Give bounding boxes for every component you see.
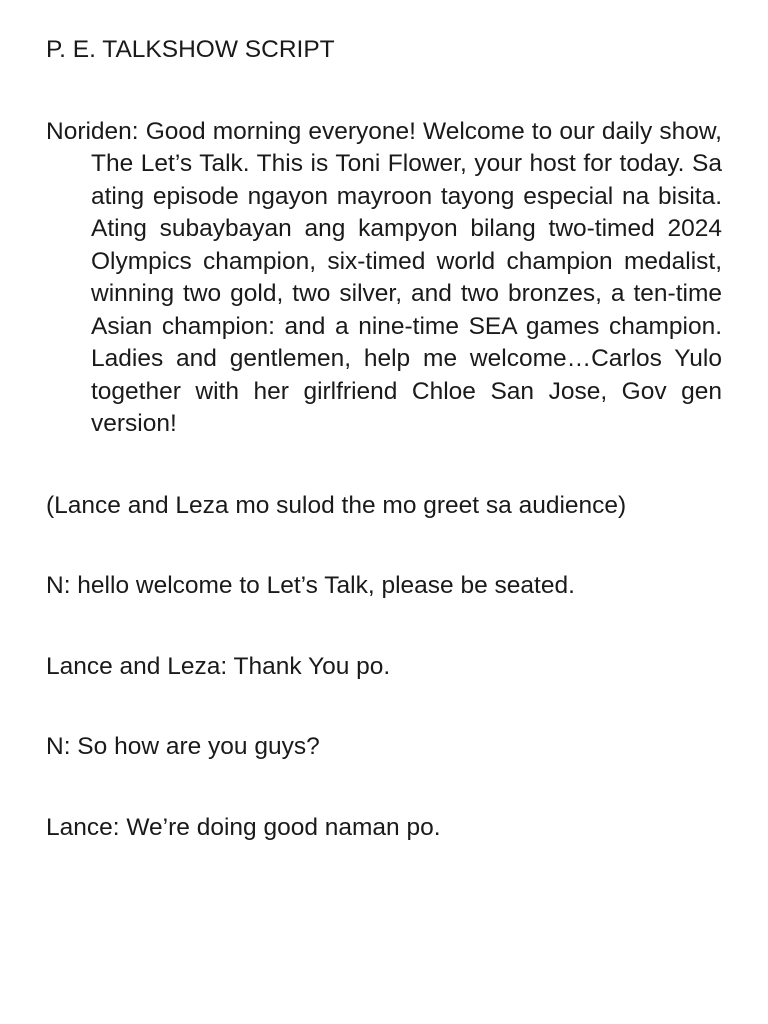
paragraph-host-intro: Noriden: Good morning everyone! Welcome to our daily show, The Let’s Talk. This is Toni Flower, your host for today. Sa ating episode ngayon mayroon tayong especial na bisita. Ating subaybayan ang kampyon bilang two-timed 2024 Olympics champion, six-timed world champion medalist, winning two gold, two silver, and two bronzes, a ten-time Asian champion: and a nine-time SEA games champion. Ladies and gentlemen, help me welcome…Carlos Yulo together with her girlfriend Chloe San Jose, Gov gen version!: [46, 117, 722, 437]
paragraph-welcome: N: hello welcome to Let’s Talk, please be seated.: [46, 572, 575, 599]
paragraph-stage-direction: (Lance and Leza mo sulod the mo greet sa audience): [46, 491, 627, 519]
document-page: [46, 34, 722, 844]
paragraph-thank-you: Lance and Leza: Thank You po.: [46, 652, 391, 680]
paragraph-how-are-you: N: So how are you guys?: [46, 733, 320, 760]
paragraph-doing-good: Lance: We’re doing good naman po.: [46, 813, 441, 841]
document-title: P. E. TALKSHOW SCRIPT: [46, 36, 335, 63]
